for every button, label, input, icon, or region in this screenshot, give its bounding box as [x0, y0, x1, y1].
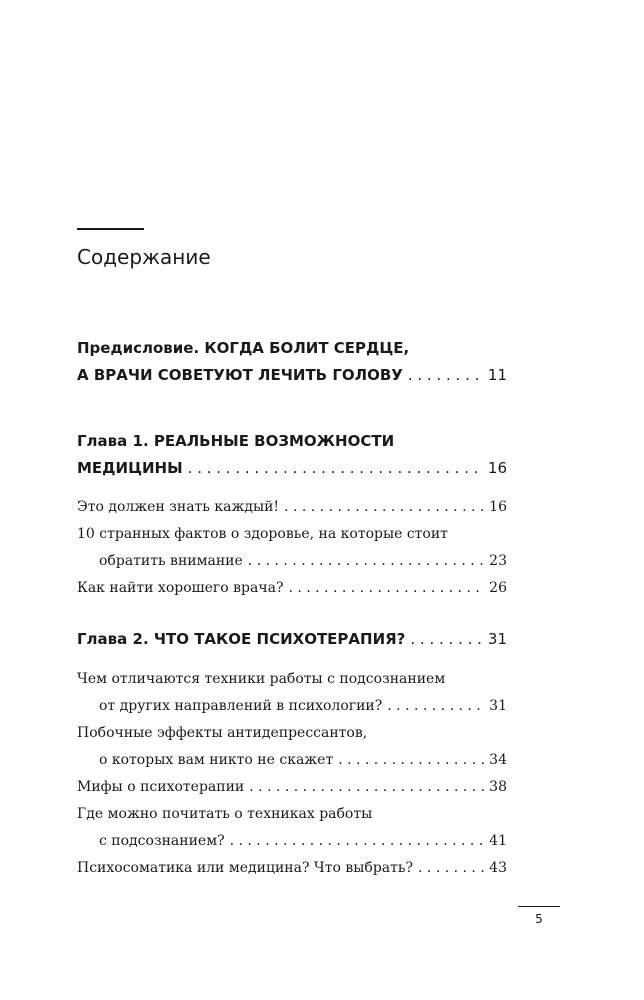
- toc-section-title: Это должен знать каждый!: [77, 499, 280, 515]
- toc-page-number: 31: [487, 630, 507, 648]
- toc-page-number: 43: [489, 860, 507, 876]
- leader-dots: [418, 855, 484, 882]
- leader-dots: [338, 747, 484, 774]
- leader-dots: [288, 575, 484, 602]
- leader-dots: [249, 774, 484, 801]
- toc-section-title: с подсознанием?: [99, 833, 225, 849]
- toc-section: [77, 494, 507, 521]
- leader-dots: [410, 626, 483, 653]
- toc-page-number: 34: [489, 752, 507, 768]
- toc-page-number: 16: [489, 499, 507, 515]
- toc-section-title: от других направлений в психологии?: [99, 698, 383, 714]
- toc-page-number: 16: [487, 459, 507, 477]
- page-number: 5: [535, 912, 543, 926]
- page-title: Содержание: [77, 245, 211, 269]
- toc-section: [77, 575, 507, 602]
- toc-section: [77, 720, 507, 774]
- toc-section: [77, 774, 507, 801]
- toc-section-title: Побочные эффекты антидепрессантов,: [77, 725, 368, 741]
- toc-section-list-chapter-1: [77, 494, 507, 602]
- toc-section-title: Как найти хорошего врача?: [77, 580, 284, 596]
- toc-section: [77, 666, 507, 720]
- leader-dots: [284, 494, 484, 521]
- toc-page-number: 31: [489, 698, 507, 714]
- leader-dots: [248, 548, 484, 575]
- toc-section-title: обратить внимание: [99, 553, 243, 569]
- footer-rule: [518, 906, 560, 907]
- toc-section: [77, 801, 507, 855]
- leader-dots: [188, 455, 483, 482]
- leader-dots: [408, 362, 483, 389]
- toc-page-number: 26: [489, 580, 507, 596]
- toc-section: [77, 855, 507, 882]
- toc-section: [77, 521, 507, 575]
- toc-entry-title: А ВРАЧИ СОВЕТУЮТ ЛЕЧИТЬ ГОЛОВУ: [77, 366, 403, 384]
- toc-section-title: Психосоматика или медицина? Что выбрать?: [77, 860, 414, 876]
- toc-page-number: 11: [487, 366, 507, 384]
- toc-entry-title: МЕДИЦИНЫ: [77, 459, 183, 477]
- toc-page-number: 38: [489, 779, 507, 795]
- toc-entry-preface: [77, 335, 507, 389]
- leader-dots: [230, 828, 485, 855]
- toc-entry-title: Предисловие. КОГДА БОЛИТ СЕРДЦЕ,: [77, 339, 410, 357]
- toc-entry-chapter-1: [77, 428, 507, 482]
- toc-section-list-chapter-2: [77, 666, 507, 882]
- toc-entry-title: Глава 1. РЕАЛЬНЫЕ ВОЗМОЖНОСТИ: [77, 432, 395, 450]
- toc-section-title: о которых вам никто не скажет: [99, 752, 334, 768]
- leader-dots: [387, 693, 484, 720]
- toc-section-title: Где можно почитать о техниках работы: [77, 806, 373, 822]
- toc-section-title: Чем отличаются техники работы с подсознанием: [77, 671, 446, 687]
- title-rule: [77, 228, 144, 230]
- toc-entry-title: Глава 2. ЧТО ТАКОЕ ПСИХОТЕРАПИЯ?: [77, 630, 406, 648]
- toc-section-title: Мифы о психотерапии: [77, 779, 245, 795]
- toc-entry-chapter-2: [77, 626, 507, 653]
- toc-section-title: 10 странных фактов о здоровье, на которые стоит: [77, 526, 448, 542]
- toc-page-number: 23: [489, 553, 507, 569]
- toc-page-number: 41: [489, 833, 507, 849]
